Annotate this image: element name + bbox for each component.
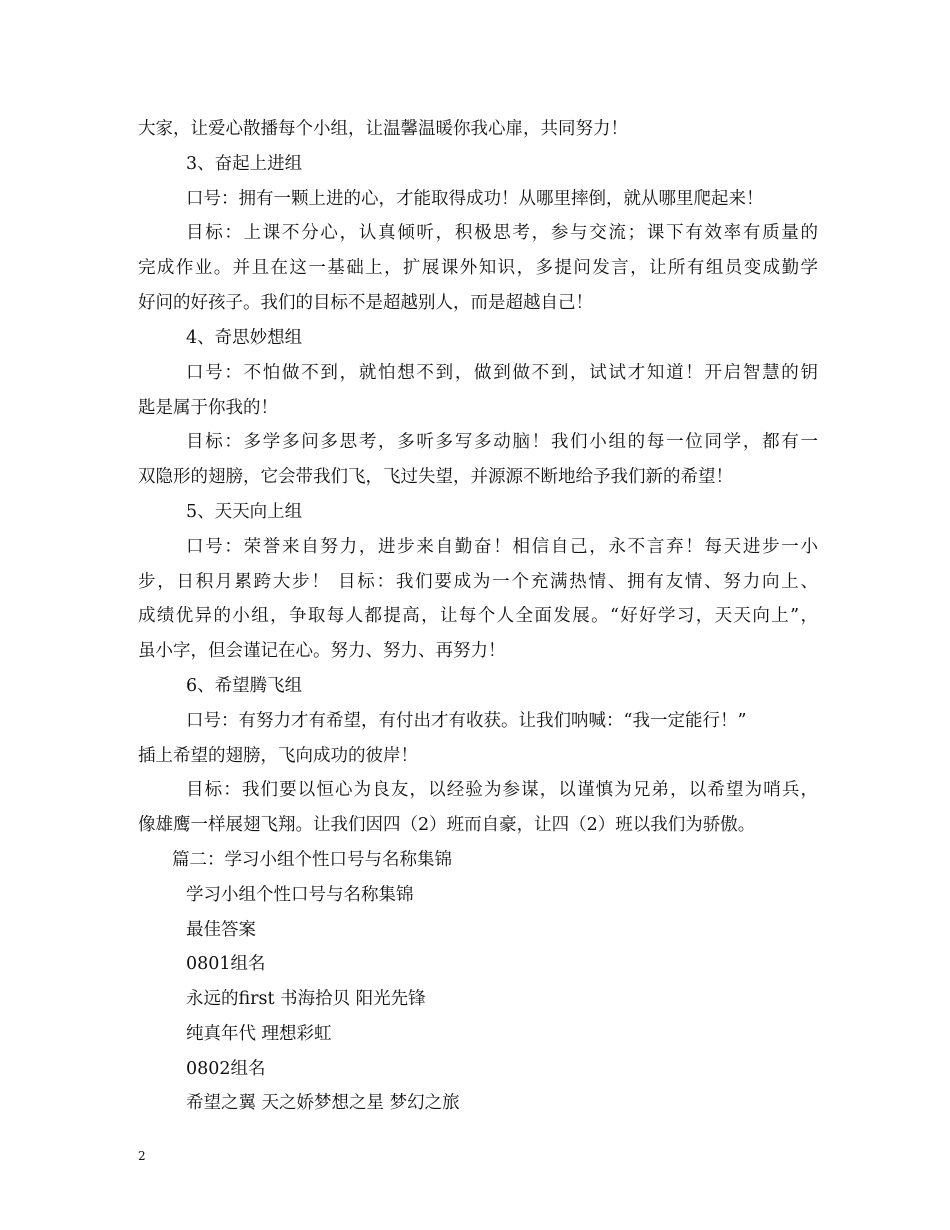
text-line: 希望之翼 天之娇梦想之星 梦幻之旅 (186, 1093, 460, 1113)
page-number: 2 (138, 1149, 146, 1163)
section-heading: 5、天天向上组 (186, 502, 303, 522)
text-line: 插上希望的翅膀，飞向成功的彼岸！ (138, 746, 418, 766)
text-line: 目标：我们要以恒心为良友，以经验为参谋，以谨慎为兄弟，以希望为哨兵， (186, 780, 818, 800)
section-heading: 6、希望腾飞组 (186, 676, 303, 696)
section-heading: 3、奋起上进组 (186, 154, 303, 174)
text-line: 好问的好孩子。我们的目标不是超越别人，而是超越自己！ (138, 293, 593, 313)
text-line: 永远的first 书海拾贝 阳光先锋 (186, 989, 426, 1009)
text-line: 目标：上课不分心，认真倾听，积极思考，参与交流；课下有效率有质量的 (186, 223, 818, 243)
section-heading: 4、奇思妙想组 (186, 328, 303, 348)
text-line: 学习小组个性口号与名称集锦 (186, 885, 414, 905)
text-line: 最佳答案 (186, 920, 256, 940)
text-line: 大家，让爱心散播每个小组，让温馨温暖你我心扉，共同努力！ (138, 119, 628, 139)
text-line: 匙是属于你我的！ (138, 398, 278, 418)
text-line: 0802组名 (186, 1059, 266, 1079)
text-line: 完成作业。并且在这一基础上，扩展课外知识，多提问发言，让所有组员变成勤学 (138, 258, 818, 278)
text-line: 口号：拥有一颗上进的心，才能取得成功！从哪里摔倒，就从哪里爬起来！ (186, 189, 764, 209)
text-line: 虽小字，但会谨记在心。努力、努力、再努力！ (138, 641, 506, 661)
text-line: 口号：有努力才有希望，有付出才有收获。让我们呐喊：“我一定能行！” (186, 711, 747, 731)
text-line: 双隐形的翅膀，它会带我们飞，飞过失望，并源源不断地给予我们新的希望！ (138, 467, 733, 487)
text-line: 像雄鹰一样展翅飞翔。让我们因四（2）班而自豪，让四（2）班以我们为骄傲。 (138, 815, 756, 835)
text-line: 0801组名 (186, 954, 266, 974)
text-line: 纯真年代 理想彩虹 (186, 1024, 332, 1044)
text-line: 成绩优异的小组，争取每人都提高，让每个人全面发展。“好好学习，天天向上”， (138, 606, 818, 626)
text-line: 口号：不怕做不到，就怕想不到，做到做不到，试试才知道！开启智慧的钥 (186, 363, 818, 383)
text-line: 步，日积月累跨大步！ 目标：我们要成为一个充满热情、拥有友情、努力向上、 (138, 572, 818, 592)
text-line: 口号：荣誉来自努力，进步来自勤奋！相信自己，永不言弃！每天进步一小 (186, 537, 818, 557)
text-line: 目标：多学多问多思考，多听多写多动脑！我们小组的每一位同学，都有一 (186, 432, 818, 452)
chapter-heading: 篇二：学习小组个性口号与名称集锦 (172, 850, 452, 870)
